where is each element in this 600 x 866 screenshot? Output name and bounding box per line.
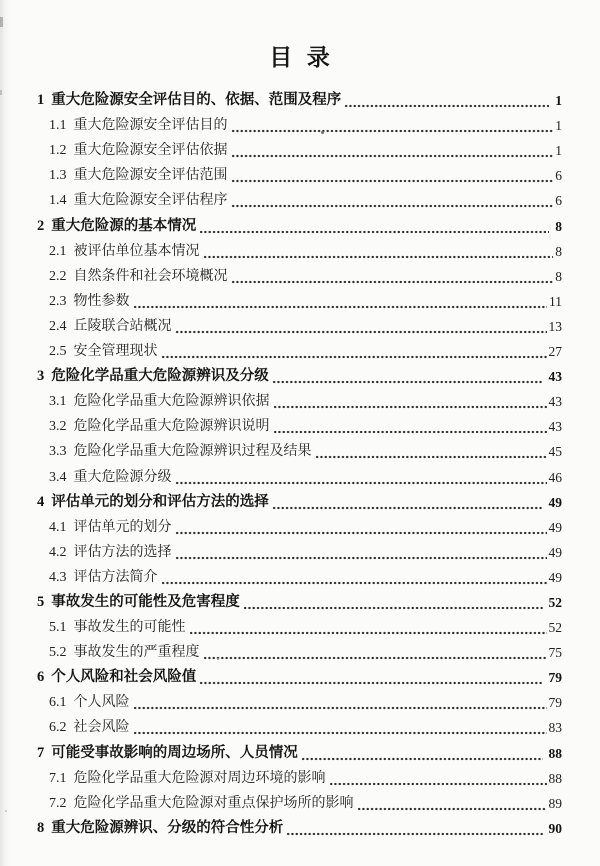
dot-leader: [231, 280, 554, 284]
toc-entry-page: 89: [548, 795, 562, 811]
toc-entry-title: 个人风险和社会风险值: [51, 669, 197, 686]
toc-entry: [37, 87, 562, 112]
toc-entry-number: 2.4: [49, 318, 67, 334]
toc-entry: [37, 539, 562, 564]
toc-entry-number: 6.1: [49, 695, 67, 711]
toc-entry: [37, 489, 562, 514]
toc-entry-page: 79: [548, 695, 562, 711]
toc-entry: [37, 714, 562, 739]
toc-entry-number: 2.5: [49, 344, 67, 360]
toc-entry-number: 7.2: [49, 795, 67, 811]
toc-entry-number: 7.1: [49, 770, 67, 786]
toc-entry-title: 重大危险源的基本情况: [51, 217, 197, 234]
toc-entry: [37, 413, 562, 438]
toc-entry-title: 评估方法简介: [73, 569, 158, 585]
dot-leader: [161, 355, 547, 359]
toc-entry-page: 43: [548, 369, 562, 385]
toc-entry-title: 重大危险源安全评估依据: [73, 143, 228, 159]
toc-entry: [37, 739, 562, 764]
dot-leader: [329, 782, 547, 786]
toc-entry-title: 重大危险源安全评估目的: [73, 118, 228, 134]
scan-speck: [5, 810, 7, 812]
dot-leader: [133, 731, 547, 735]
toc-entry-title: 物性参数: [73, 293, 130, 309]
toc-entry: [37, 664, 562, 689]
toc-entry-number: 5.1: [49, 620, 67, 636]
dot-leader: [133, 706, 547, 710]
toc-entry: [37, 388, 562, 413]
toc-entry-title: 评估单元的划分: [73, 519, 172, 535]
toc-entry-title: 重大危险源辨识、分级的符合性分析: [51, 819, 284, 836]
dot-leader: [203, 656, 547, 660]
toc-entry: [37, 187, 562, 212]
toc-entry: [37, 564, 562, 589]
dot-leader: [133, 305, 548, 309]
toc-entry-number: 2.3: [49, 293, 67, 309]
dot-leader: [175, 330, 547, 334]
dot-leader: [231, 204, 554, 208]
toc-entry: [37, 313, 562, 338]
toc-entry: [37, 212, 562, 237]
toc-entry-title: 事故发生的可能性: [73, 620, 186, 636]
toc-entry-number: 3: [37, 368, 45, 385]
toc-entry-number: 3.2: [49, 419, 67, 435]
toc-entry-number: 2.2: [49, 268, 67, 284]
toc-entry-title: 危险化学品重大危险源对重点保护场所的影响: [73, 795, 354, 811]
dot-leader: [301, 757, 543, 761]
toc-entry-number: 1.4: [49, 193, 67, 209]
toc-entry-page: 75: [548, 645, 562, 661]
toc-entry-title: 社会风险: [73, 720, 130, 736]
toc-entry-page: 83: [548, 720, 562, 736]
toc-entry-page: 6: [555, 168, 562, 184]
toc-entry: [37, 790, 562, 815]
dot-leader: [272, 380, 543, 384]
toc-entry-page: 43: [548, 419, 562, 435]
dot-leader: [357, 807, 547, 811]
dot-leader: [161, 581, 547, 585]
toc-entry-title: 事故发生的严重程度: [73, 645, 200, 661]
toc-entry-page: 52: [548, 594, 562, 610]
toc-entry-number: 5: [37, 593, 45, 610]
toc-entry-page: 43: [548, 394, 562, 410]
toc-entry-number: 1.2: [49, 143, 67, 159]
dot-leader: [175, 481, 547, 485]
toc-entry: [37, 689, 562, 714]
dot-leader: [231, 154, 554, 158]
toc-entry-title: 评估单元的划分和评估方法的选择: [51, 493, 269, 510]
toc-entry-number: 5.2: [49, 645, 67, 661]
toc-entry-page: 45: [548, 444, 562, 460]
dot-leader: [231, 129, 554, 133]
toc-entry-page: 52: [548, 620, 562, 636]
toc-entry-title: 危险化学品重大危险源对周边环境的影响: [73, 770, 326, 786]
toc-entry-title: 危险化学品重大危险源辨识过程及结果: [73, 444, 312, 460]
toc-entry: [37, 162, 562, 187]
toc-entry: [37, 137, 562, 162]
toc-entry-title: 危险化学品重大危险源辨识依据: [73, 394, 270, 410]
scan-edge-shadow: [0, 0, 12, 866]
toc-entry-number: 6: [37, 669, 45, 686]
toc-entry-title: 重大危险源安全评估范围: [73, 168, 228, 184]
toc-entry-page: 8: [555, 268, 562, 284]
toc-entry: [37, 765, 562, 790]
toc-entry-title: 危险化学品重大危险源辨识说明: [73, 419, 270, 435]
dot-leader: [273, 405, 547, 409]
toc-entry-title: 重大危险源安全评估程序: [73, 193, 228, 209]
toc-entry: [37, 514, 562, 539]
toc-entry-page: 1: [555, 118, 562, 134]
toc-entry-page: 49: [548, 519, 562, 535]
toc-entry-page: 88: [548, 745, 562, 761]
toc-entry-page: 49: [548, 494, 562, 510]
toc-entry-title: 评估方法的选择: [73, 544, 172, 560]
toc-entry-number: 4.1: [49, 519, 67, 535]
toc-entry: [37, 589, 562, 614]
toc-entry-number: 4: [37, 493, 45, 510]
toc-entry-number: 4.3: [49, 569, 67, 585]
dot-leader: [199, 681, 542, 685]
toc-entry-page: 11: [549, 293, 562, 309]
dot-leader: [199, 230, 549, 234]
toc-entry-title: 自然条件和社会环境概况: [73, 268, 228, 284]
toc-entry-number: 2.1: [49, 243, 67, 259]
toc-entry-page: 49: [548, 569, 562, 585]
scan-speck: [0, 90, 2, 95]
toc-entry-number: 7: [37, 744, 45, 761]
dot-leader: [175, 531, 547, 535]
toc-entry-title: 可能受事故影响的周边场所、人员情况: [51, 744, 298, 761]
toc-entry: [37, 815, 562, 840]
toc-entry-page: 88: [548, 770, 562, 786]
toc-entry: [37, 338, 562, 363]
toc-entry-title: 危险化学品重大危险源辨识及分级: [51, 368, 269, 385]
toc-entry-page: 8: [555, 218, 562, 234]
toc-entry-page: 90: [548, 820, 562, 836]
dot-leader: [286, 832, 542, 836]
toc-entry: [37, 363, 562, 388]
toc-entry: [37, 263, 562, 288]
toc-entry-title: 重大危险源安全评估目的、依据、范围及程序: [51, 92, 342, 109]
toc-entry-number: 1.1: [49, 118, 67, 134]
toc-entry-page: 13: [548, 318, 562, 334]
toc-entry-title: 丘陵联合站概况: [73, 318, 172, 334]
toc-entry-title: 事故发生的可能性及危害程度: [51, 593, 240, 610]
dot-leader: [203, 255, 554, 259]
toc-entry-number: 6.2: [49, 720, 67, 736]
toc-entry-number: 3.1: [49, 394, 67, 410]
toc-entry-number: 1: [37, 92, 45, 109]
dot-leader: [243, 606, 543, 610]
toc-entry-number: 3.3: [49, 444, 67, 460]
toc-entry-page: 8: [555, 243, 562, 259]
dot-leader: [315, 455, 547, 459]
toc-entry: [37, 614, 562, 639]
toc-entry: [37, 639, 562, 664]
toc-entry-title: 重大危险源分级: [73, 469, 172, 485]
toc-entry-title: 被评估单位基本情况: [73, 243, 200, 259]
toc-entry: [37, 438, 562, 463]
table-of-contents: [37, 87, 562, 840]
toc-entry-number: 3.4: [49, 469, 67, 485]
toc-entry: [37, 288, 562, 313]
toc-entry-number: 1.3: [49, 168, 67, 184]
toc-entry-number: 8: [37, 819, 45, 836]
toc-entry-title: 个人风险: [73, 695, 130, 711]
toc-entry-page: 1: [555, 143, 562, 159]
toc-entry-page: 79: [548, 670, 562, 686]
toc-entry-page: 27: [548, 344, 562, 360]
toc-entry-page: 1: [555, 93, 562, 109]
toc-entry: [37, 238, 562, 263]
page-title: 目 录: [269, 45, 331, 71]
dot-leader: [231, 179, 554, 183]
toc-entry-page: 6: [555, 193, 562, 209]
toc-entry-number: 2: [37, 217, 45, 234]
dot-leader: [189, 631, 547, 635]
scan-speck: [0, 17, 3, 27]
dot-leader: [273, 430, 547, 434]
toc-entry-page: 46: [548, 469, 562, 485]
toc-entry-page: 49: [548, 544, 562, 560]
dot-leader: [175, 556, 547, 560]
toc-entry: [37, 463, 562, 488]
dot-leader: [272, 506, 543, 510]
toc-entry-number: 4.2: [49, 544, 67, 560]
dot-leader: [344, 104, 549, 108]
toc-entry: [37, 112, 562, 137]
toc-entry-title: 安全管理现状: [73, 344, 158, 360]
